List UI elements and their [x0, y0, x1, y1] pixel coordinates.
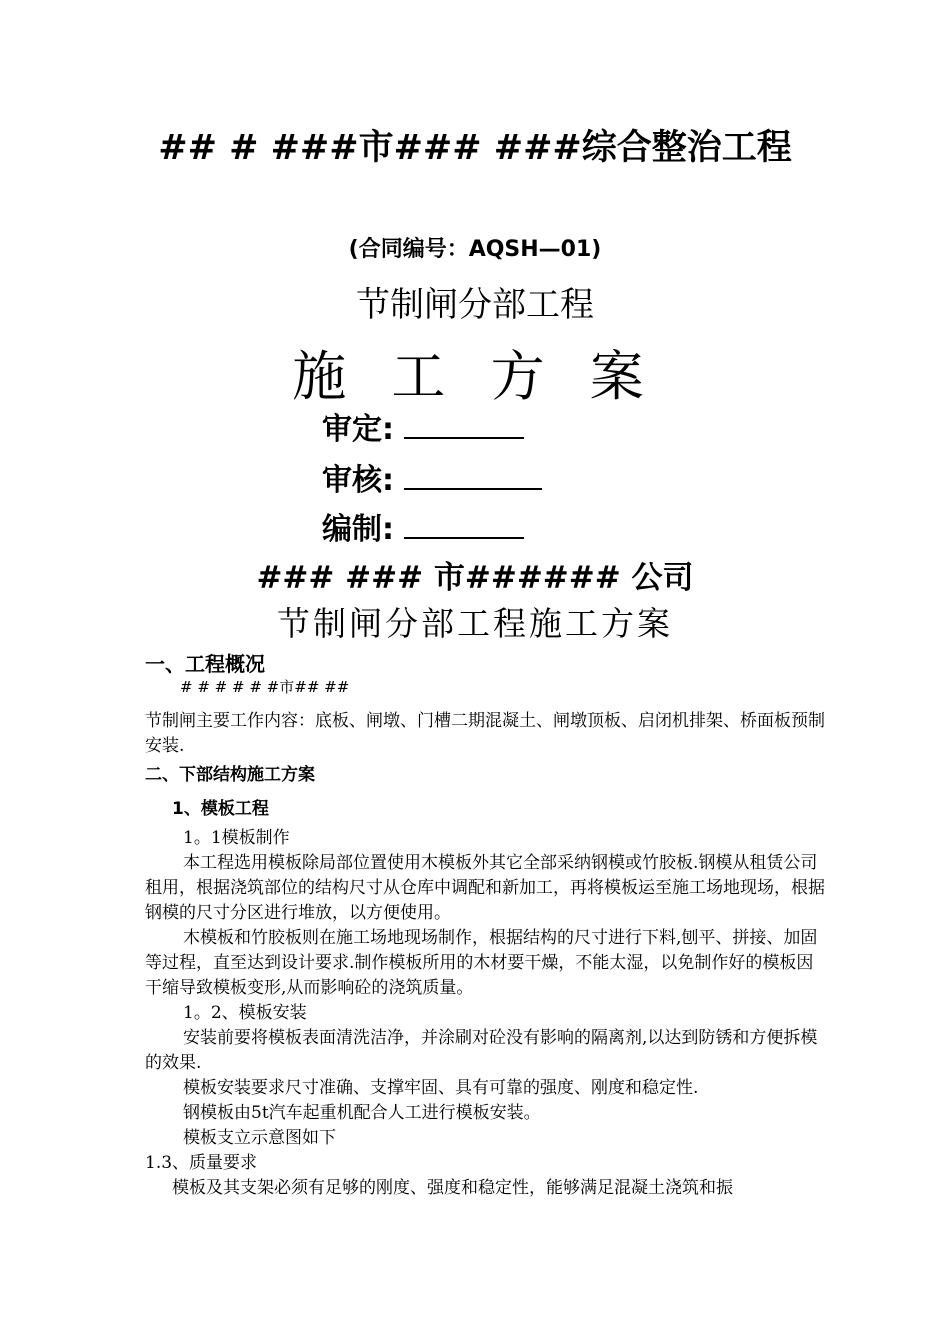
company-name: ### ### 市###### 公司	[256, 560, 694, 596]
section-1-body: 节制闸主要工作内容：底板、闸墩、门槽二期混凝土、闸墩顶板、启闭机排架、桥面板预制安装.	[145, 711, 825, 756]
subsection-1-2-paragraph-3: 钢模板由5t汽车起重机配合人工进行模板安装。	[183, 1103, 541, 1123]
subsection-1-1-paragraph-1: 本工程选用模板除局部位置使用木模板外其它全部采纳钢模或竹胶板.钢模从租赁公司租用，根据浇筑部位的结构尺寸从仓库中调配和新加工，再将模板运至施工场地现场，根据钢模的尺寸分区进行堆放，以方便使用。	[145, 853, 825, 923]
approve-line	[322, 404, 524, 448]
section-2-heading: 二、下部结构施工方案	[145, 765, 315, 785]
compile-line	[322, 504, 524, 548]
subsection-1-heading: 1、模板工程	[172, 799, 269, 819]
approve-blank	[404, 409, 524, 439]
subsection-1-2-heading: 1。2、模板安装	[183, 1003, 307, 1023]
subsection-1-2-paragraph-1: 安装前要将模板表面清洗洁净，并涂刷对砼没有影响的隔离剂,以达到防锈和方便拆模的效果.	[145, 1028, 818, 1073]
contract-number: (合同编号：AQSH—01)	[348, 237, 602, 262]
review-label: 审核:	[322, 463, 394, 498]
subsection-1-3-heading: 1.3、质量要求	[145, 1153, 258, 1173]
subsection-1-2-paragraph-4: 模板支立示意图如下	[183, 1128, 336, 1148]
project-title: ## # ###市### ###综合整治工程	[158, 128, 792, 168]
subsection-1-3-paragraph-1: 模板及其支架必须有足够的刚度、强度和稳定性，能够满足混凝土浇筑和振	[172, 1178, 733, 1198]
compile-blank	[404, 509, 524, 539]
review-blank	[404, 460, 542, 490]
plan-title: 施 工 方 案	[292, 345, 658, 408]
review-line	[322, 455, 542, 499]
compile-label: 编制:	[322, 512, 394, 547]
section-1-location: # # # # # #市## ##	[180, 678, 350, 696]
approve-label: 审定:	[322, 412, 394, 447]
section-1-heading: 一、工程概况	[145, 652, 265, 676]
document-title: 节制闸分部工程施工方案	[277, 604, 673, 643]
subsection-1-1-heading: 1。1模板制作	[183, 828, 290, 848]
subsection-1-2-paragraph-2: 模板安装要求尺寸准确、支撑牢固、具有可靠的强度、刚度和稳定性.	[183, 1078, 699, 1098]
subsection-1-1-paragraph-2: 木模板和竹胶板则在施工场地现场制作，根据结构的尺寸进行下料,刨平、拼接、加固等过程，直至达到设计要求.制作模板所用的木材要干燥，不能太湿，以免制作好的模板因干缩导致模板变形,从而影响砼的浇筑质量。	[145, 928, 818, 998]
subproject-title: 节制闸分部工程	[356, 285, 594, 325]
